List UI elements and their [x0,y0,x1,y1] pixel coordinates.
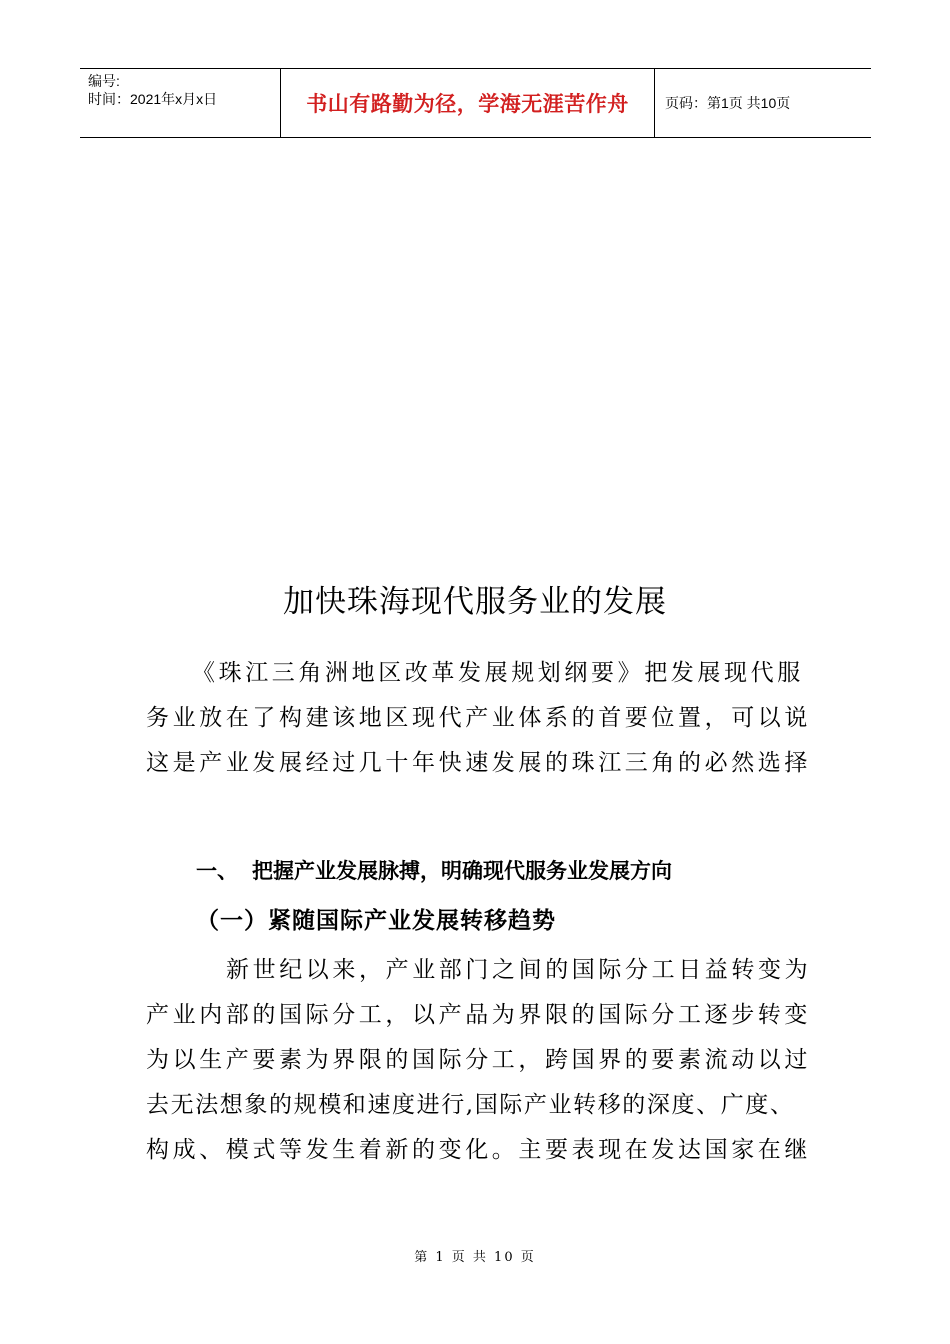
page-footer: 第 1 页 共 10 页 [414,1250,536,1265]
body-line: 构成、模式等发生着新的变化。主要表现在发达国家在继 [146,1137,811,1163]
subsection-heading: （一）紧随国际产业发展转移趋势 [196,908,556,934]
document-header [80,68,871,138]
intro-paragraph [146,651,816,786]
intro-line: 务业放在了构建该地区现代产业体系的首要位置，可以说 [146,705,811,731]
section-heading [196,855,672,885]
header-page-info: 页码：第1页 共10页 [665,95,791,111]
intro-line: 《珠江三角洲地区改革发展规划纲要》把发展现代服 [192,660,804,686]
header-meta-cell [80,69,280,137]
body-line: 新世纪以来，产业部门之间的国际分工日益转变为 [226,957,812,983]
body-line: 去无法想象的规模和速度进行,国际产业转移的深度、广度、 [146,1092,795,1118]
document-title: 加快珠海现代服务业的发展 [283,584,667,620]
header-motto: 书山有路勤为径，学海无涯苦作舟 [280,69,655,137]
intro-line: 这是产业发展经过几十年快速发展的珠江三角的必然选择 [146,750,811,776]
section-number: 一、 [196,859,238,883]
body-paragraph [146,948,816,1173]
section-heading-text: 把握产业发展脉搏，明确现代服务业发展方向 [252,859,672,883]
time-label: 时间：2021年x月x日 [88,91,218,107]
number-label: 编号: [88,73,120,89]
body-line: 产业内部的国际分工，以产品为界限的国际分工逐步转变 [146,1002,811,1028]
body-line: 为以生产要素为界限的国际分工，跨国界的要素流动以过 [146,1047,811,1073]
